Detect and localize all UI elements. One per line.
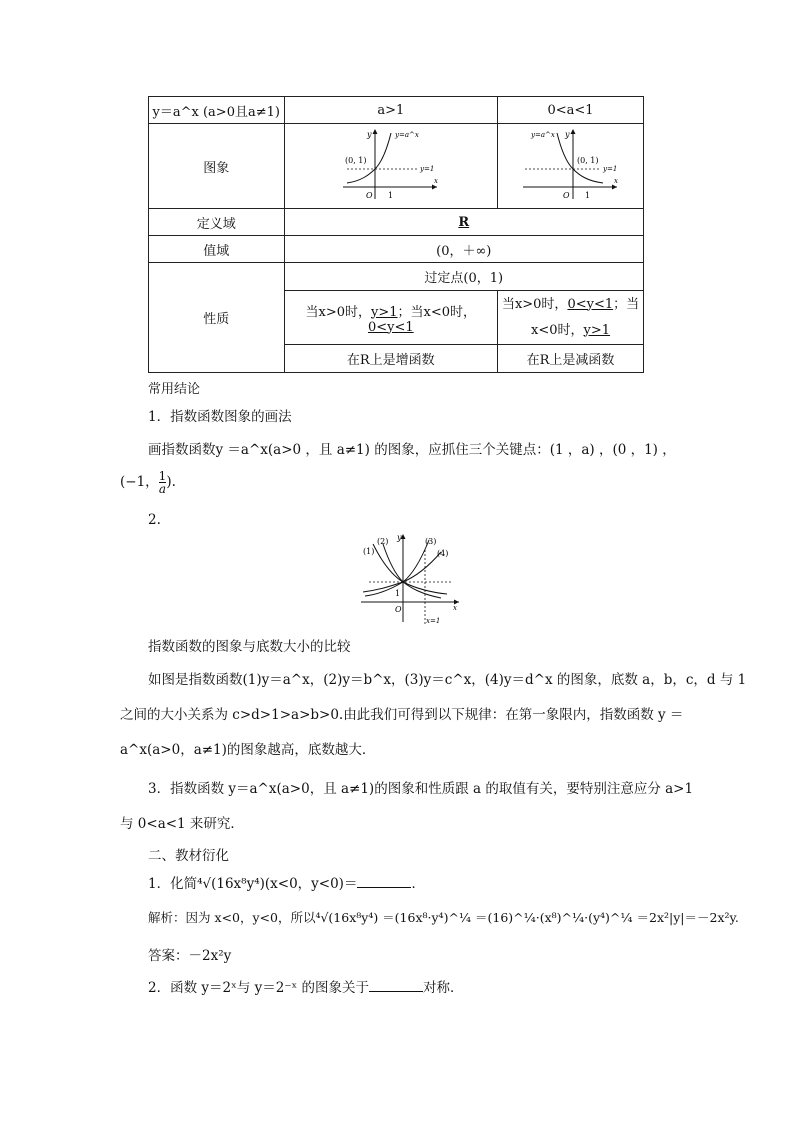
q2-blank[interactable] xyxy=(369,979,423,992)
item2-title: 指数函数的图象与底数大小的比较 xyxy=(148,639,351,655)
base-comparison-figure xyxy=(355,530,465,628)
g1-one: 1 xyxy=(387,191,393,200)
item3-text-2: 与 0<a<1 来研究． xyxy=(120,816,244,832)
property-decreasing xyxy=(498,291,644,345)
item1-frac-den: a xyxy=(158,482,167,496)
answer-1: 答案：－2x²y xyxy=(148,948,232,964)
exponential-properties-table xyxy=(148,96,644,373)
prop2-b: 0<y<1 xyxy=(567,296,614,312)
row-label-domain: 定义域 xyxy=(149,209,285,236)
q1-end: ． xyxy=(411,876,425,892)
prop1-d: 0<y<1 xyxy=(367,319,414,335)
prop2-d: x<0时， xyxy=(531,322,584,338)
property-increasing xyxy=(284,291,498,345)
g1-point-label: (0, 1) xyxy=(344,156,367,165)
fig2-curve2: (2) xyxy=(377,537,389,546)
g1-x-label: x xyxy=(433,177,438,185)
prop2-c: ；当 xyxy=(613,296,640,312)
graph-decreasing-svg xyxy=(511,125,631,203)
item3-text-1: 3．指数函数 y＝a^x(a>0，且 a≠1)的图象和性质跟 a 的取值有关，要特别注意应分 a>1 xyxy=(148,781,694,797)
g1-origin: O xyxy=(365,191,373,200)
fig2-x-label: x xyxy=(453,604,457,612)
prop2-e: y>1 xyxy=(583,322,611,338)
fig2-y-label: y xyxy=(397,533,402,542)
question-2 xyxy=(148,976,708,996)
q1-blank[interactable] xyxy=(357,875,411,888)
fixed-point: 过定点(0，1) xyxy=(284,263,643,291)
graph-increasing-svg xyxy=(331,125,451,203)
row-label-graph: 图象 xyxy=(149,124,285,209)
fig2-origin: O xyxy=(395,605,402,614)
question-1 xyxy=(148,872,708,892)
section-common-title: 常用结论 xyxy=(148,382,201,397)
section-two-title: 二、教材衍化 xyxy=(148,848,229,864)
item1-text: 画指数函数y ＝a^x(a>0 ，且 a≠1) 的图象，应抓住三个关键点：(1 ，a) ，(0 ，1) ， xyxy=(148,442,676,458)
item1-frac-num: 1 xyxy=(158,469,167,483)
q1-text: 1．化简⁴√(16x⁸y⁴)(x<0，y<0)＝ xyxy=(148,876,358,892)
item1-point-b: ). xyxy=(166,474,176,490)
fig2-curve1: (1) xyxy=(363,547,375,556)
solution-1: 解析：因为 x<0，y<0，所以⁴√(16x⁸y⁴) ＝(16x⁸·y⁴)^¼ ＝(16)^¼·(x⁸)^¼·(y⁴)^¼ ＝2x²|y|＝－2x²y. xyxy=(148,910,739,925)
g2-one: 1 xyxy=(584,191,590,200)
row-label-range: 值域 xyxy=(149,236,285,263)
g2-line-label: y=1 xyxy=(602,165,617,173)
fig2-curve4: (4) xyxy=(437,549,449,558)
fig2-one: 1 xyxy=(395,589,401,598)
fig2-vline-label: x=1 xyxy=(426,617,441,625)
g1-y-label: y xyxy=(366,130,372,139)
fig2-curve3: (3) xyxy=(425,537,437,546)
item2-text-2: 之间的大小关系为 c>d>1>a>b>0.由此我们可得到以下规律：在第一象限内，指数函数 y ＝ xyxy=(120,707,684,723)
prop2-a: 当x>0时， xyxy=(501,296,568,312)
item1-title: 1．指数函数图象的画法 xyxy=(148,409,292,425)
range-value: (0，＋∞) xyxy=(284,236,643,263)
item2-text-3: a^x(a>0，a≠1)的图象越高，底数越大． xyxy=(120,742,376,758)
domain-value: R xyxy=(284,209,643,236)
graph-decreasing xyxy=(498,124,644,209)
g1-line-label: y=1 xyxy=(419,165,435,173)
q2-text: 2．函数 y＝2ˣ与 y＝2⁻ˣ 的图象关于 xyxy=(148,980,369,996)
prop1-b: y>1 xyxy=(371,304,398,320)
q2-end: 对称． xyxy=(422,980,464,996)
item2-number: 2. xyxy=(148,512,161,528)
prop1-c: ；当x<0时， xyxy=(397,304,477,320)
row-label-properties: 性质 xyxy=(149,263,285,373)
item1-point-a: (−1， xyxy=(120,474,159,490)
g2-y-label: y xyxy=(564,130,570,139)
g1-curve-label: y=a^x xyxy=(394,131,419,139)
g2-x-label: x xyxy=(613,177,618,185)
header-function: y＝a^x (a>0且a≠1) xyxy=(149,97,285,124)
graph-increasing xyxy=(284,124,498,209)
monotonic-increasing: 在R上是增函数 xyxy=(284,345,498,373)
item2-text-1: 如图是指数函数(1)y＝a^x，(2)y＝b^x，(3)y＝c^x，(4)y＝d^x 的图象，底数 a，b，c，d 与 1 xyxy=(148,672,747,688)
item1-point xyxy=(120,470,680,495)
monotonic-decreasing: 在R上是减函数 xyxy=(498,345,644,373)
g2-origin: O xyxy=(562,191,570,200)
g2-point-label: (0, 1) xyxy=(576,156,599,165)
header-a-greater-1: a>1 xyxy=(284,97,498,124)
g2-curve-label: y=a^x xyxy=(530,131,555,139)
header-a-between-0-1: 0<a<1 xyxy=(498,97,644,124)
prop1-a: 当x>0时， xyxy=(305,304,372,320)
